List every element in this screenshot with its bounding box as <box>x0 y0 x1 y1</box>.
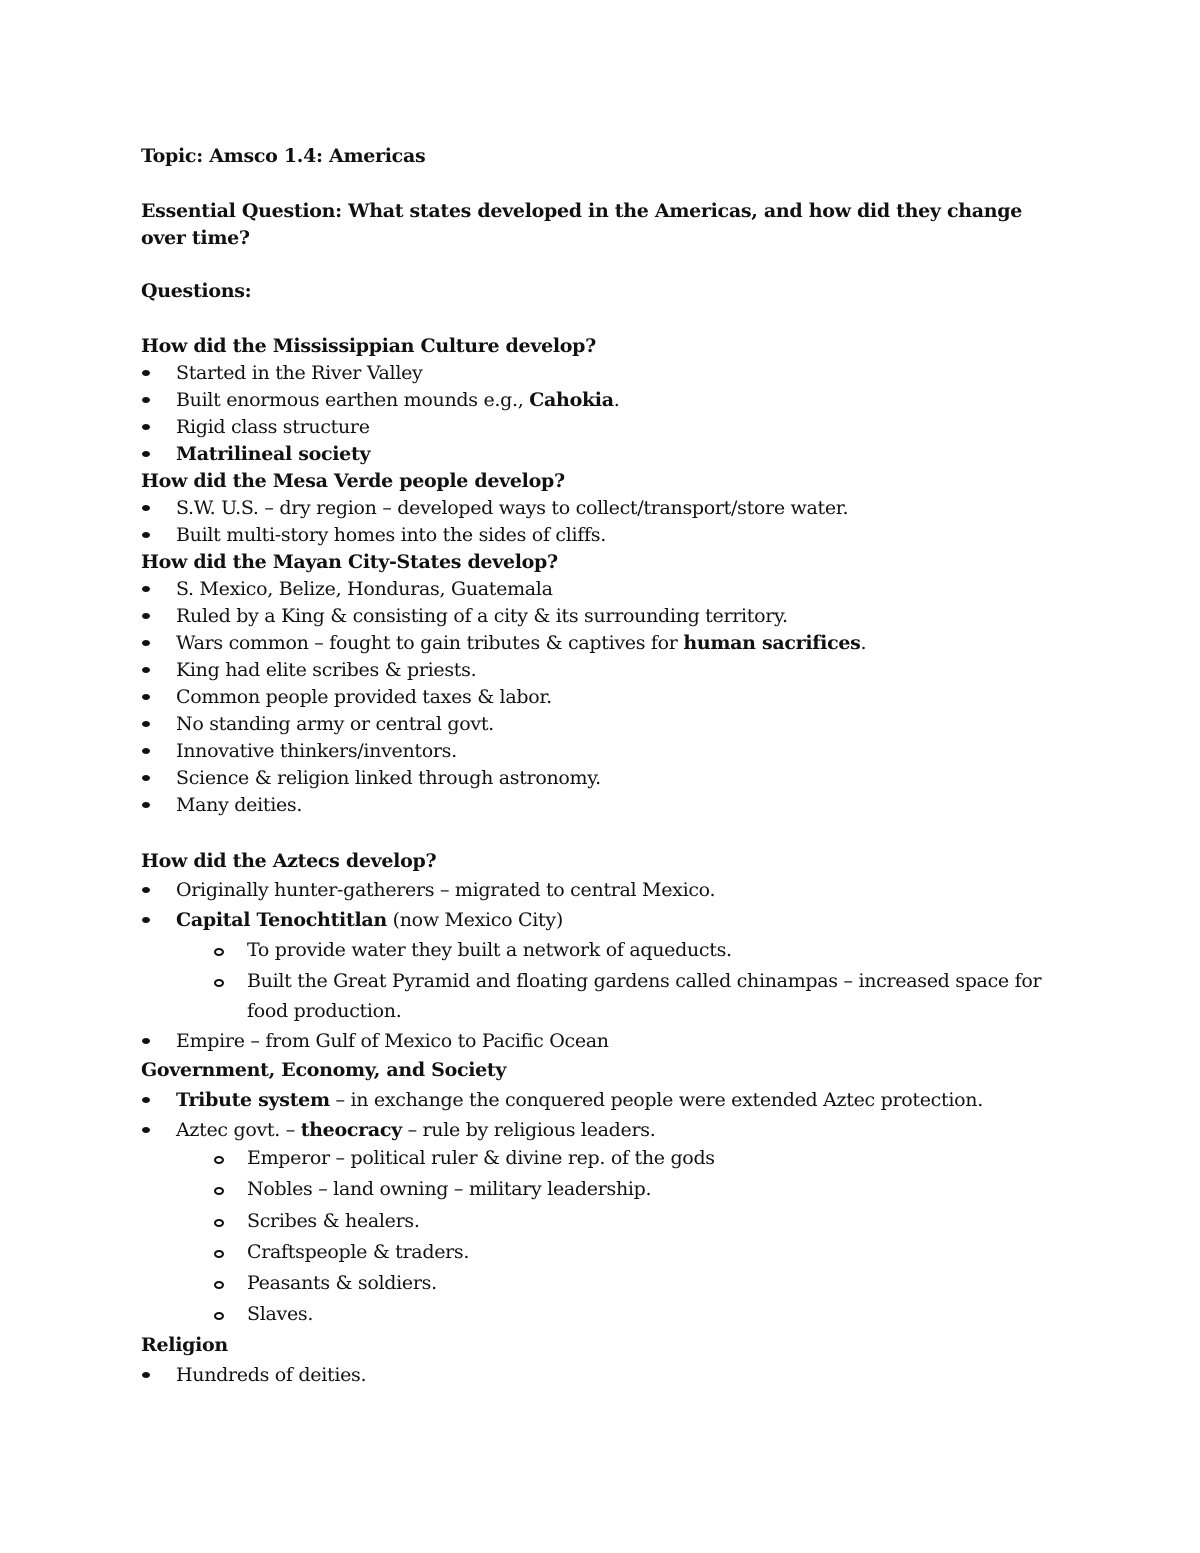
list-item: S. Mexico, Belize, Honduras, Guatemala <box>141 577 553 601</box>
list-item: Innovative thinkers/inventors. <box>141 739 457 763</box>
list-item: Built enormous earthen mounds e.g., Cahokia. <box>141 388 619 412</box>
sub-list-item: Emperor – political ruler & divine rep. of the gods <box>141 1146 715 1170</box>
list-item: Capital Tenochtitlan (now Mexico City) <box>141 908 563 932</box>
sub-list-item: Nobles – land owning – military leadership. <box>141 1177 651 1201</box>
essential-question: Essential Question: What states developed in the Americas, and how did they change over time? <box>141 200 1023 249</box>
sub-list-item: Peasants & soldiers. <box>141 1271 437 1295</box>
list-item: Wars common – fought to gain tributes & captives for human sacrifices. <box>141 631 866 655</box>
government-heading: Government, Economy, and Society <box>141 1059 507 1081</box>
topic-heading: Topic: Amsco 1.4: Americas <box>141 145 426 167</box>
mississippian-heading: How did the Mississippian Culture develop? <box>141 335 596 357</box>
sub-list-item: Craftspeople & traders. <box>141 1240 469 1264</box>
list-item: Science & religion linked through astronomy. <box>141 766 601 790</box>
mesa-verde-heading: How did the Mesa Verde people develop? <box>141 470 565 492</box>
sub-list-item: To provide water they built a network of aqueducts. <box>141 938 732 962</box>
aztecs-heading: How did the Aztecs develop? <box>141 850 437 872</box>
list-item: Started in the River Valley <box>141 361 422 385</box>
list-item: Tribute system – in exchange the conquered people were extended Aztec protection. <box>141 1088 983 1112</box>
list-item: Built multi-story homes into the sides of cliffs. <box>141 523 606 547</box>
sub-list-item: Scribes & healers. <box>141 1209 420 1233</box>
list-item: Aztec govt. – theocracy – rule by religious leaders. <box>141 1118 655 1142</box>
list-item: No standing army or central govt. <box>141 712 494 736</box>
list-item: Hundreds of deities. <box>141 1363 366 1387</box>
list-item: Empire – from Gulf of Mexico to Pacific Ocean <box>141 1029 609 1053</box>
sub-list-item-continuation: food production. <box>247 1000 402 1022</box>
sub-list-item: Built the Great Pyramid and floating gardens called chinampas – increased space for <box>141 969 1041 993</box>
mayan-heading: How did the Mayan City-States develop? <box>141 551 558 573</box>
list-item: Ruled by a King & consisting of a city & its surrounding territory. <box>141 604 788 628</box>
list-item: Originally hunter-gatherers – migrated to central Mexico. <box>141 878 715 902</box>
list-item: Many deities. <box>141 793 302 817</box>
list-item: Common people provided taxes & labor. <box>141 685 552 709</box>
list-item: King had elite scribes & priests. <box>141 658 476 682</box>
questions-heading: Questions: <box>141 280 252 302</box>
religion-heading: Religion <box>141 1334 228 1356</box>
list-item: Rigid class structure <box>141 415 370 439</box>
list-item: Matrilineal society <box>141 442 370 466</box>
sub-list-item: Slaves. <box>141 1302 313 1326</box>
list-item: S.W. U.S. – dry region – developed ways to collect/transport/store water. <box>141 496 848 520</box>
